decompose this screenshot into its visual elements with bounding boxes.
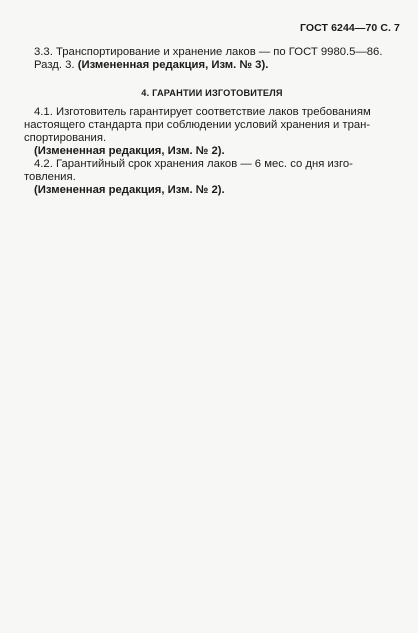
section-3-block (24, 46, 400, 72)
section-reference: Разд. 3. (34, 59, 75, 71)
paragraph-4-2-amendment: (Измененная редакция, Изм. № 2). (34, 184, 225, 196)
paragraph-3-3: 3.3. Транспортирование и хранение лаков — по ГОСТ 9980.5—86. (34, 46, 383, 58)
paragraph-4-1-amendment: (Измененная редакция, Изм. № 2). (34, 145, 225, 157)
paragraph-4-2-line1: 4.2. Гарантийный срок хранения лаков — 6 мес. со дня изго- (34, 158, 353, 170)
paragraph-4-2-line2: товления. (24, 171, 76, 183)
paragraph-3-3-amendment (24, 59, 400, 72)
section-4-block (24, 106, 400, 197)
paragraph-4-1-line1: 4.1. Изготовитель гарантирует соответствие лаков требованиям (34, 106, 371, 118)
section-4-title: 4. ГАРАНТИИ ИЗГОТОВИТЕЛЯ (141, 88, 283, 98)
paragraph-4-1-line3: спортирования. (24, 132, 107, 144)
paragraph-4-1-line2: настоящего стандарта при соблюдении условий хранения и тран- (24, 119, 371, 131)
amendment-note: (Измененная редакция, Изм. № 3). (77, 59, 269, 71)
page-header: ГОСТ 6244—70 С. 7 (299, 22, 400, 34)
